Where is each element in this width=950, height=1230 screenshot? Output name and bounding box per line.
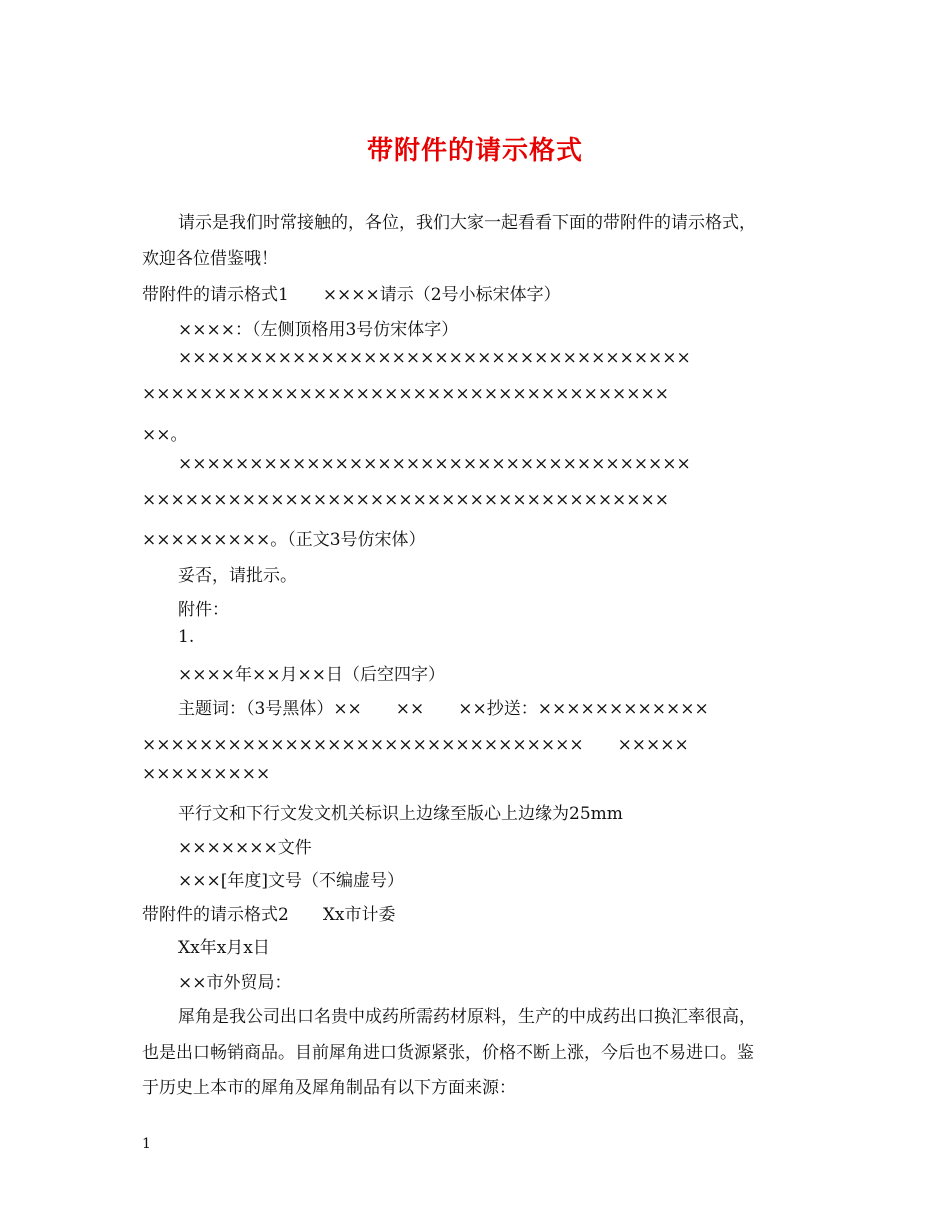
body-line: 带附件的请示格式1 ××××请示（2号小标宋体字）: [142, 285, 561, 305]
page-number: 1: [142, 1136, 151, 1152]
document-title: 带附件的请示格式: [366, 136, 583, 166]
body-line: 妥否，请批示。: [178, 566, 297, 586]
body-line: ××××××××××××××××××××××××××××××××××××: [178, 348, 691, 368]
body-line: Xx年x月x日: [178, 938, 270, 958]
body-line: 欢迎各位借鉴哦！: [142, 249, 278, 269]
body-line: 平行文和下行文发文机关标识上边缘至版心上边缘为25mm: [178, 804, 623, 824]
body-line: 主题词：（3号黑体）×× ×× ××抄送：××××××××××××: [178, 699, 709, 719]
body-line: ××市外贸局：: [178, 973, 292, 993]
body-line: 于历史上本市的犀角及犀角制品有以下方面来源：: [142, 1078, 516, 1098]
body-line: 带附件的请示格式2 Xx市计委: [142, 905, 396, 925]
body-line: 附件：: [178, 600, 229, 620]
body-line: ×××××××××××××××××××××××××××××××××××××: [142, 490, 670, 510]
body-line: ××××年××月××日（后空四字）: [178, 665, 445, 685]
body-line: ×××××××××: [142, 764, 271, 784]
body-line: ××××：（左侧顶格用3号仿宋体字）: [178, 320, 459, 340]
body-line: ××××××××××××××××××××××××××××××××××××: [178, 454, 691, 474]
body-line: ××××××××××××××××××××××××××××××× ×××××: [142, 735, 689, 755]
body-line: 也是出口畅销商品。目前犀角进口货源紧张，价格不断上涨，今后也不易进口。鉴: [142, 1043, 754, 1063]
body-line: ×××××××××××××××××××××××××××××××××××××: [142, 384, 670, 404]
body-line: ×××[年度]文号（不编虚号）: [178, 871, 404, 891]
body-line: 请示是我们时常接触的，各位，我们大家一起看看下面的带附件的请示格式，: [178, 213, 756, 233]
body-line: ×××××××××。（正文3号仿宋体）: [142, 530, 426, 550]
body-line: ×××××××文件: [178, 838, 312, 858]
body-line: 1.: [178, 627, 195, 647]
body-line: 犀角是我公司出口名贵中成药所需药材原料，生产的中成药出口换汇率很高，: [178, 1007, 756, 1027]
body-line: ××。: [142, 425, 188, 445]
